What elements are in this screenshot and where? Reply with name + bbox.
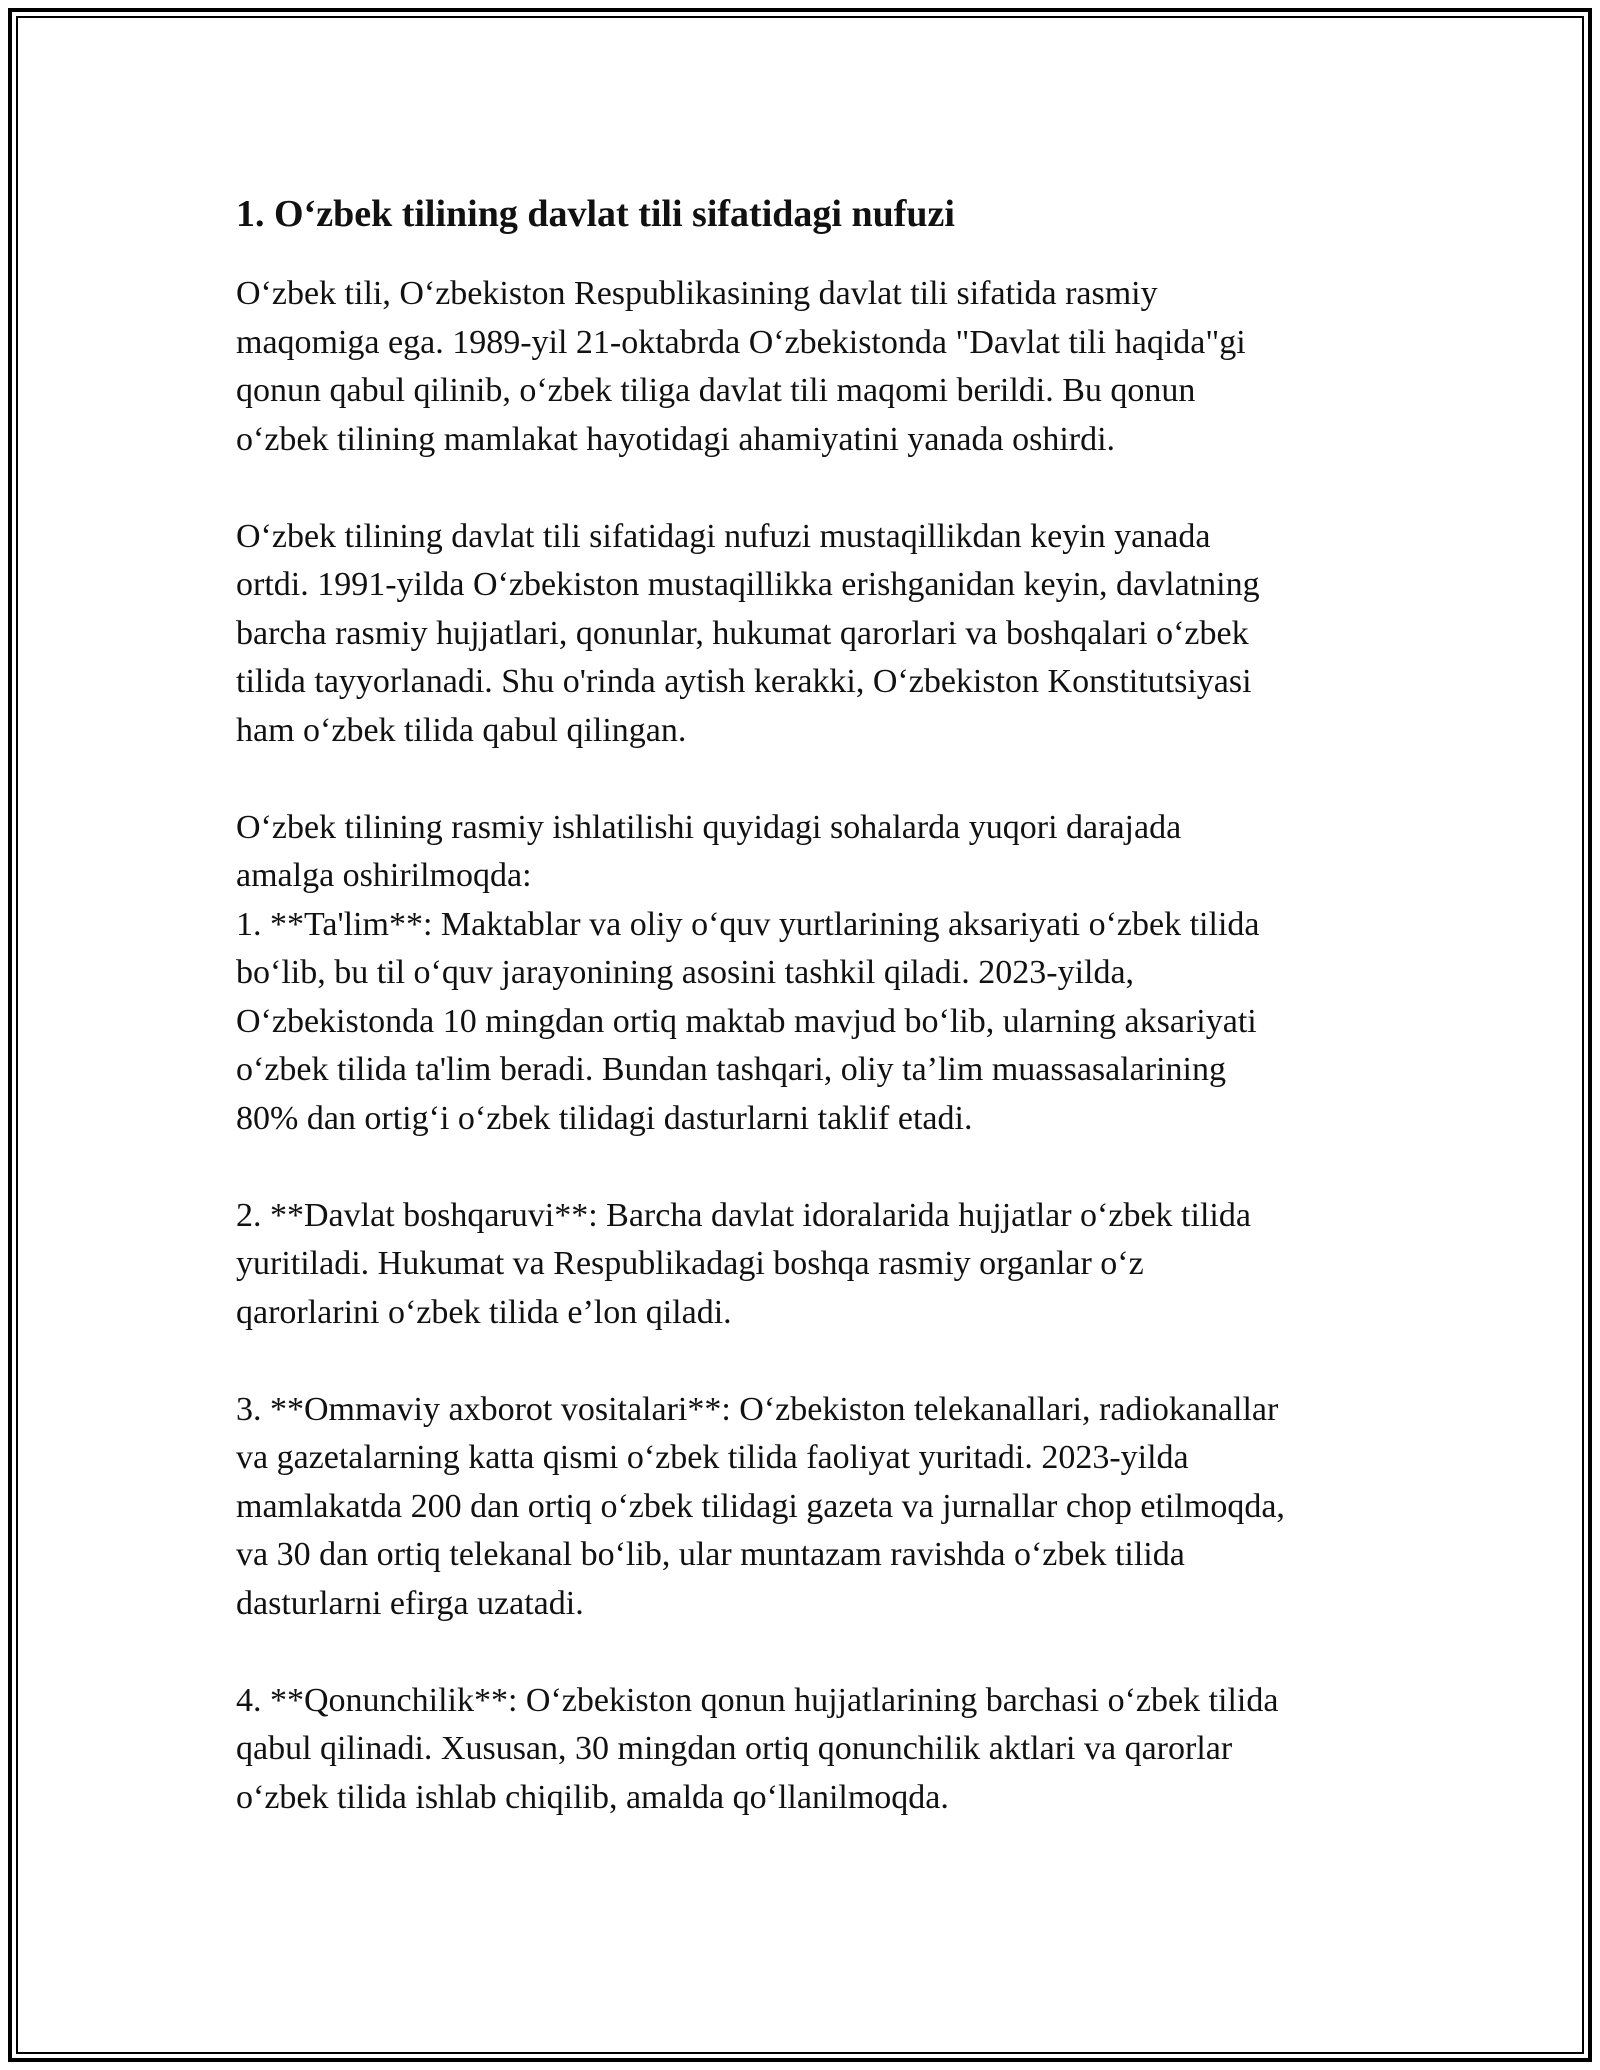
section-heading: 1. O‘zbek tilining davlat tili sifatidagi nufuzi bbox=[236, 193, 955, 235]
paragraph-spacer bbox=[236, 1628, 1376, 1677]
paragraph-spacer bbox=[236, 1143, 1376, 1192]
paragraph-official-status: O‘zbek tili, O‘zbekiston Respublikasining davlat tili sifatida rasmiy maqomiga ega. 1989-yil 21-oktabrda O‘zbekistonda "Davlat tili haqida"gi qonun qabul qilinib, o‘zbek tiliga davlat tili maqomi berildi. Bu qonun o‘zbek tilining mamlakat hayotidagi ahamiyatini yanada oshirdi. bbox=[236, 275, 1246, 458]
paragraph-independence: O‘zbek tilining davlat tili sifatidagi nufuzi mustaqillikdan keyin yanada ortdi. 1991-yilda O‘zbekiston mustaqillikka erishganidan keyin, davlatning barcha rasmiy hujjatlari, qonunlar, hukumat qarorlari va boshqalari o‘zbek tilida tayyorlanadi. Shu o'rinda aytish kerakki, O‘zbekiston Konstitutsiyasi ham o‘zbek tilida qabul qilingan. bbox=[236, 517, 1260, 749]
document-body bbox=[236, 186, 1376, 1822]
paragraph-spacer bbox=[236, 464, 1376, 513]
paragraph-government: 2. **Davlat boshqaruvi**: Barcha davlat idoralarida hujjatlar o‘zbek tilida yuritiladi. Hukumat va Respublikadagi boshqa rasmiy organlar o‘z qarorlarini o‘zbek tilida e’lon qiladi. bbox=[236, 1196, 1251, 1331]
paragraph-education: O‘zbek tilining rasmiy ishlatilishi quyidagi sohalarda yuqori darajada amalga oshirilmoqda: 1. **Ta'lim**: Maktablar va oliy o‘quv yurtlarining aksariyati o‘zbek tilida bo‘lib, bu til o‘quv jarayonining asosini tashkil qiladi. 2023-yilda, O‘zbekistonda 10 mingdan ortiq maktab mavjud bo‘lib, ularning aksariyati o‘zbek tilida ta'lim beradi. Bundan tashqari, oliy ta’lim muassasalarining 80% dan ortig‘i o‘zbek tilidagi dasturlarni taklif etadi. bbox=[236, 808, 1260, 1137]
paragraph-legislation: 4. **Qonunchilik**: O‘zbekiston qonun hujjatlarining barchasi o‘zbek tilida qabul qilinadi. Xususan, 30 mingdan ortiq qonunchilik aktlari va qarorlar o‘zbek tilida ishlab chiqilib, amalda qo‘llanilmoqda. bbox=[236, 1681, 1279, 1816]
paragraph-media: 3. **Ommaviy axborot vositalari**: O‘zbekiston telekanallari, radiokanallar va gazetalarning katta qismi o‘zbek tilida faoliyat yuritadi. 2023-yilda mamlakatda 200 dan ortiq o‘zbek tilidagi gazeta va jurnallar chop etilmoqda, va 30 dan ortiq telekanal bo‘lib, ular muntazam ravishda o‘zbek tilida dasturlarni efirga uzatadi. bbox=[236, 1390, 1285, 1622]
paragraph-spacer bbox=[236, 1337, 1376, 1386]
paragraph-spacer bbox=[236, 755, 1376, 804]
